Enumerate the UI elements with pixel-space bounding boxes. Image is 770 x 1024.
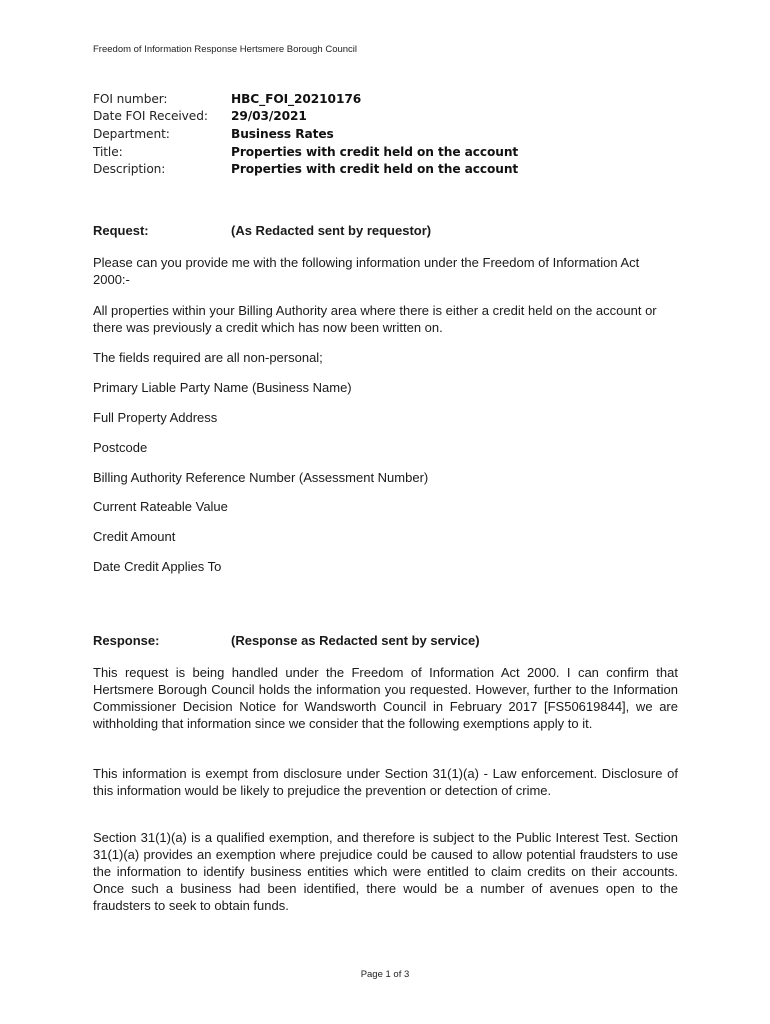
request-heading xyxy=(93,223,431,238)
response-paragraph: Section 31(1)(a) is a qualified exemption, and therefore is subject to the Public Interest Test. Section 31(1)(a) provides an exemption where prejudice could be caused to allow potential fraudsters to use the information to identify business entities which were entitled to claim credits on their accounts. Once such a business had been identified, there would be a number of avenues open to the fraudsters to seek to obtain funds. xyxy=(93,830,678,913)
request-label: Request: xyxy=(93,223,149,238)
running-header: Freedom of Information Response Hertsmere Borough Council xyxy=(93,44,358,55)
request-field-item: Billing Authority Reference Number (Assessment Number) xyxy=(93,470,429,485)
meta-label: Description: xyxy=(93,162,166,177)
response-paragraph: This request is being handled under the Freedom of Information Act 2000. I can confirm that Hertsmere Borough Council holds the information you requested. However, further to the Information Commissioner Decision Notice for Wandsworth Council in February 2017 [FS50619844], we are withholding that information since we consider that the following exemptions apply to it. xyxy=(93,665,678,731)
response-label: Response: xyxy=(93,633,160,648)
request-subheading: (As Redacted sent by requestor) xyxy=(231,223,432,238)
response-heading xyxy=(93,633,480,648)
meta-row-description xyxy=(93,160,693,178)
request-field-item: Postcode xyxy=(93,440,148,455)
request-field-item: Current Rateable Value xyxy=(93,499,228,514)
meta-value: HBC_FOI_20210176 xyxy=(231,91,362,106)
request-paragraph: All properties within your Billing Authority area where there is either a credit held on the account or there was previously a credit which has now been written on. xyxy=(93,303,657,335)
meta-label: Date FOI Received: xyxy=(93,109,208,124)
meta-label: Title: xyxy=(93,144,123,159)
meta-row-foi-number xyxy=(93,90,693,108)
foi-metadata xyxy=(93,90,693,178)
request-field-item: Credit Amount xyxy=(93,529,176,544)
request-field-item: Date Credit Applies To xyxy=(93,559,222,574)
meta-row-title xyxy=(93,143,693,161)
meta-value: Properties with credit held on the account xyxy=(231,144,519,159)
meta-value: 29/03/2021 xyxy=(231,109,307,124)
meta-value: Properties with credit held on the account xyxy=(231,162,519,177)
meta-label: Department: xyxy=(93,126,170,141)
request-field-item: Primary Liable Party Name (Business Name) xyxy=(93,380,352,395)
request-paragraph: The fields required are all non-personal; xyxy=(93,350,323,365)
response-paragraph: This information is exempt from disclosure under Section 31(1)(a) - Law enforcement. Disclosure of this information would be likely to prejudice the prevention or detection of crime. xyxy=(93,766,678,798)
meta-value: Business Rates xyxy=(231,126,334,141)
request-field-item: Full Property Address xyxy=(93,410,218,425)
page-number: Page 1 of 3 xyxy=(360,969,410,980)
response-subheading: (Response as Redacted sent by service) xyxy=(231,633,480,648)
meta-row-date-received xyxy=(93,108,693,126)
meta-row-department xyxy=(93,125,693,143)
meta-label: FOI number: xyxy=(93,91,168,106)
request-paragraph: Please can you provide me with the following information under the Freedom of Information Act 2000:- xyxy=(93,255,640,287)
